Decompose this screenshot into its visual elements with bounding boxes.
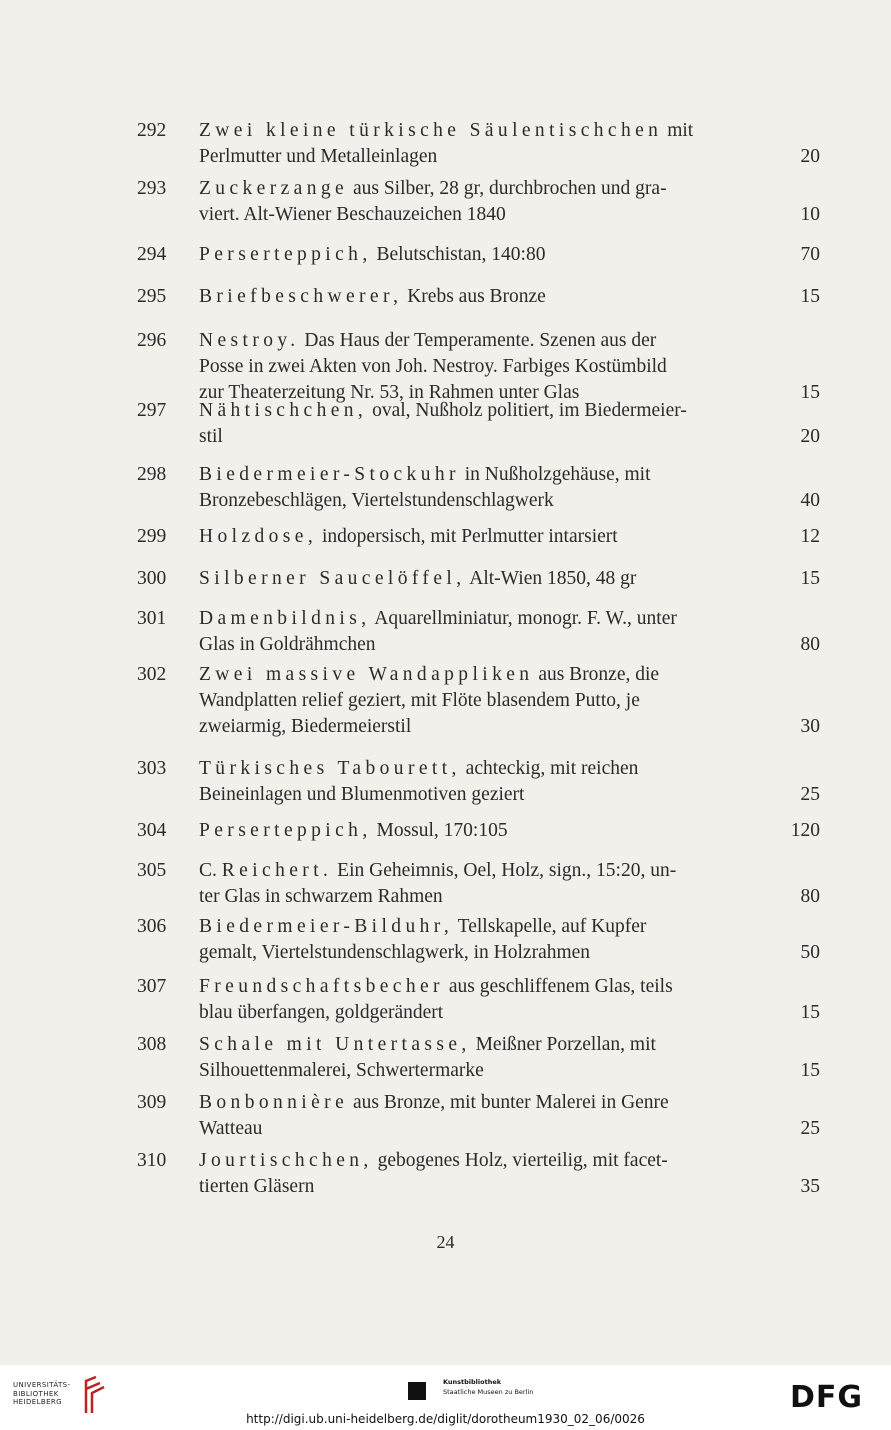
item-description: Silhouettenmalerei, Schwertermarke <box>199 1060 484 1081</box>
lot-price: 80 <box>800 886 820 907</box>
item-keyword: Reichert. <box>221 860 333 881</box>
item-description: aus Bronze, die <box>533 664 660 685</box>
item-description: Das Haus der Temperamente. Szenen aus der <box>299 330 657 351</box>
lot-price: 30 <box>800 716 820 737</box>
lot-price: 40 <box>800 490 820 511</box>
item-description: Posse in zwei Akten von Joh. Nestroy. Farbiges Kostümbild <box>199 356 667 377</box>
item-description: Wandplatten relief geziert, mit Flöte blasendem Putto, je <box>199 690 640 711</box>
item-description: zur Theaterzeitung Nr. 53, in Rahmen unter Glas <box>199 382 580 403</box>
entry-line <box>199 662 779 688</box>
entry-line <box>199 176 779 202</box>
lot-price: 15 <box>800 382 820 403</box>
item-description: Krebs aus Bronze <box>402 286 546 307</box>
item-keyword: Holzdose, <box>199 526 318 547</box>
university-logo-icon[interactable] <box>80 1375 108 1415</box>
kunstbibliothek-logo-icon[interactable] <box>408 1382 426 1400</box>
item-keyword: Damenbildnis, <box>199 608 371 629</box>
item-description: Bronzebeschlägen, Viertelstundenschlagwerk <box>199 490 554 511</box>
item-description: aus Bronze, mit bunter Malerei in Genre <box>348 1092 669 1113</box>
lot-number: 308 <box>137 1034 167 1055</box>
entry-line <box>199 1116 779 1142</box>
entry-line <box>199 606 779 632</box>
kunstbibliothek-label[interactable] <box>443 1377 533 1397</box>
lot-number: 309 <box>137 1092 167 1113</box>
lot-number: 304 <box>137 820 167 841</box>
item-description: Aquarellminiatur, monogr. F. W., unter <box>370 608 677 629</box>
entry-line <box>199 914 779 940</box>
entry-line <box>199 566 779 592</box>
item-description: stil <box>199 426 223 447</box>
item-keyword: Perserteppich, <box>199 820 372 841</box>
lot-price: 20 <box>800 426 820 447</box>
entry-line <box>199 524 779 550</box>
item-keyword: Jourtischchen, <box>199 1150 373 1171</box>
entry-line <box>199 688 779 714</box>
item-description: aus geschliffenem Glas, teils <box>443 976 673 997</box>
lot-number: 300 <box>137 568 167 589</box>
entry-line <box>199 1090 779 1116</box>
entry-line <box>199 144 779 170</box>
lot-price: 15 <box>800 1060 820 1081</box>
lot-number: 302 <box>137 664 167 685</box>
page-number: 24 <box>436 1232 455 1252</box>
entry-line <box>199 884 779 910</box>
entry-line <box>199 974 779 1000</box>
entry-line <box>199 756 779 782</box>
entry-line <box>199 782 779 808</box>
item-description: blau überfangen, goldgerändert <box>199 1002 444 1023</box>
item-description: Alt-Wien 1850, 48 gr <box>465 568 637 589</box>
item-keyword: Zwei massive Wandappliken <box>199 664 534 685</box>
item-description: Beineinlagen und Blumenmotiven geziert <box>199 784 525 805</box>
entry-line <box>199 354 779 380</box>
item-description: aus Silber, 28 gr, durchbrochen und gra- <box>348 178 667 199</box>
lot-price: 70 <box>800 244 820 265</box>
lot-price: 35 <box>800 1176 820 1197</box>
lot-number: 301 <box>137 608 167 629</box>
item-keyword: Biedermeier-Stockuhr <box>199 464 460 485</box>
lot-number: 294 <box>137 244 167 265</box>
lot-price: 15 <box>800 568 820 589</box>
item-description: Meißner Porzellan, mit <box>470 1034 656 1055</box>
entry-line <box>199 284 779 310</box>
lot-number: 298 <box>137 464 167 485</box>
entry-line <box>199 1000 779 1026</box>
entry-line <box>199 1148 779 1174</box>
library-line: UNIVERSITÄTS- <box>13 1381 71 1389</box>
item-keyword: Perserteppich, <box>199 244 372 265</box>
kb-title: Kunstbibliothek <box>443 1378 502 1386</box>
item-description: oval, Nußholz politiert, im Biedermeier- <box>367 400 687 421</box>
entry-line <box>199 424 779 450</box>
university-library-label[interactable] <box>13 1381 70 1407</box>
lot-number: 297 <box>137 400 167 421</box>
item-description: Watteau <box>199 1118 263 1139</box>
entry-line <box>199 714 779 740</box>
item-keyword: Silberner Saucelöffel, <box>199 568 466 589</box>
item-description: Ein Geheimnis, Oel, Holz, sign., 15:20, un- <box>332 860 677 881</box>
entry-line <box>199 242 779 268</box>
item-keyword: Schale mit Untertasse, <box>199 1034 471 1055</box>
item-description: gebogenes Holz, vierteilig, mit facet- <box>372 1150 668 1171</box>
lot-number: 310 <box>137 1150 167 1171</box>
lot-number: 293 <box>137 178 167 199</box>
item-keyword: Briefbeschwerer, <box>199 286 403 307</box>
item-description: zweiarmig, Biedermeierstil <box>199 716 412 737</box>
item-description: Tellskapelle, auf Kupfer <box>453 916 647 937</box>
lot-number: 307 <box>137 976 167 997</box>
entry-line <box>199 398 779 424</box>
lot-price: 15 <box>800 286 820 307</box>
lot-price: 25 <box>800 1118 820 1139</box>
item-description: Mossul, 170:105 <box>371 820 508 841</box>
item-keyword: Zuckerzange <box>199 178 349 199</box>
library-line: HEIDELBERG <box>13 1398 62 1406</box>
item-description: mit <box>662 120 694 141</box>
lot-price: 50 <box>800 942 820 963</box>
lot-number: 292 <box>137 120 167 141</box>
lot-price: 80 <box>800 634 820 655</box>
item-description: Belutschistan, 140:80 <box>371 244 546 265</box>
item-description: C. <box>199 860 222 881</box>
entry-line <box>199 632 779 658</box>
entry-line <box>199 328 779 354</box>
entry-line <box>199 118 779 144</box>
item-keyword: Türkisches Tabourett, <box>199 758 461 779</box>
item-description: indopersisch, mit Perlmutter intarsiert <box>317 526 618 547</box>
item-keyword: Freundschaftsbecher <box>199 976 444 997</box>
library-line: BIBLIOTHEK <box>13 1389 59 1398</box>
dfg-logo[interactable]: DFG <box>790 1380 864 1415</box>
lot-price: 25 <box>800 784 820 805</box>
entry-line <box>199 1032 779 1058</box>
entry-line <box>199 940 779 966</box>
lot-price: 20 <box>800 146 820 167</box>
item-description: ter Glas in schwarzem Rahmen <box>199 886 443 907</box>
entry-line <box>199 1058 779 1084</box>
item-keyword: Nähtischchen, <box>199 400 368 421</box>
lot-price: 10 <box>800 204 820 225</box>
lot-number: 296 <box>137 330 167 351</box>
item-description: in Nußholzgehäuse, mit <box>459 464 651 485</box>
entry-line <box>199 202 779 228</box>
lot-number: 295 <box>137 286 167 307</box>
item-description: tierten Gläsern <box>199 1176 315 1197</box>
item-description: Glas in Goldrähmchen <box>199 634 376 655</box>
lot-number: 305 <box>137 860 167 881</box>
item-description: Perlmutter und Metalleinlagen <box>199 146 438 167</box>
item-keyword: Bonbonnière <box>199 1092 349 1113</box>
item-keyword: Zwei kleine türkische Säulentischchen <box>199 120 663 141</box>
kb-subtitle: Staatliche Museen zu Berlin <box>443 1388 534 1396</box>
lot-price: 120 <box>790 820 820 841</box>
lot-number: 306 <box>137 916 167 937</box>
lot-number: 303 <box>137 758 167 779</box>
entry-line <box>199 488 779 514</box>
item-keyword: Biedermeier-Bilduhr, <box>199 916 454 937</box>
entry-line <box>199 462 779 488</box>
entry-line <box>199 818 779 844</box>
lot-number: 299 <box>137 526 167 547</box>
entry-line <box>199 1174 779 1200</box>
item-description: viert. Alt-Wiener Beschauzeichen 1840 <box>199 204 506 225</box>
item-description: gemalt, Viertelstundenschlagwerk, in Holzrahmen <box>199 942 591 963</box>
lot-price: 15 <box>800 1002 820 1023</box>
lot-price: 12 <box>800 526 820 547</box>
item-description: achteckig, mit reichen <box>460 758 639 779</box>
source-url-link[interactable]: http://digi.ub.uni-heidelberg.de/diglit/dorotheum1930_02_06/0026 <box>246 1412 645 1426</box>
entry-line <box>199 858 779 884</box>
item-keyword: Nestroy. <box>199 330 300 351</box>
